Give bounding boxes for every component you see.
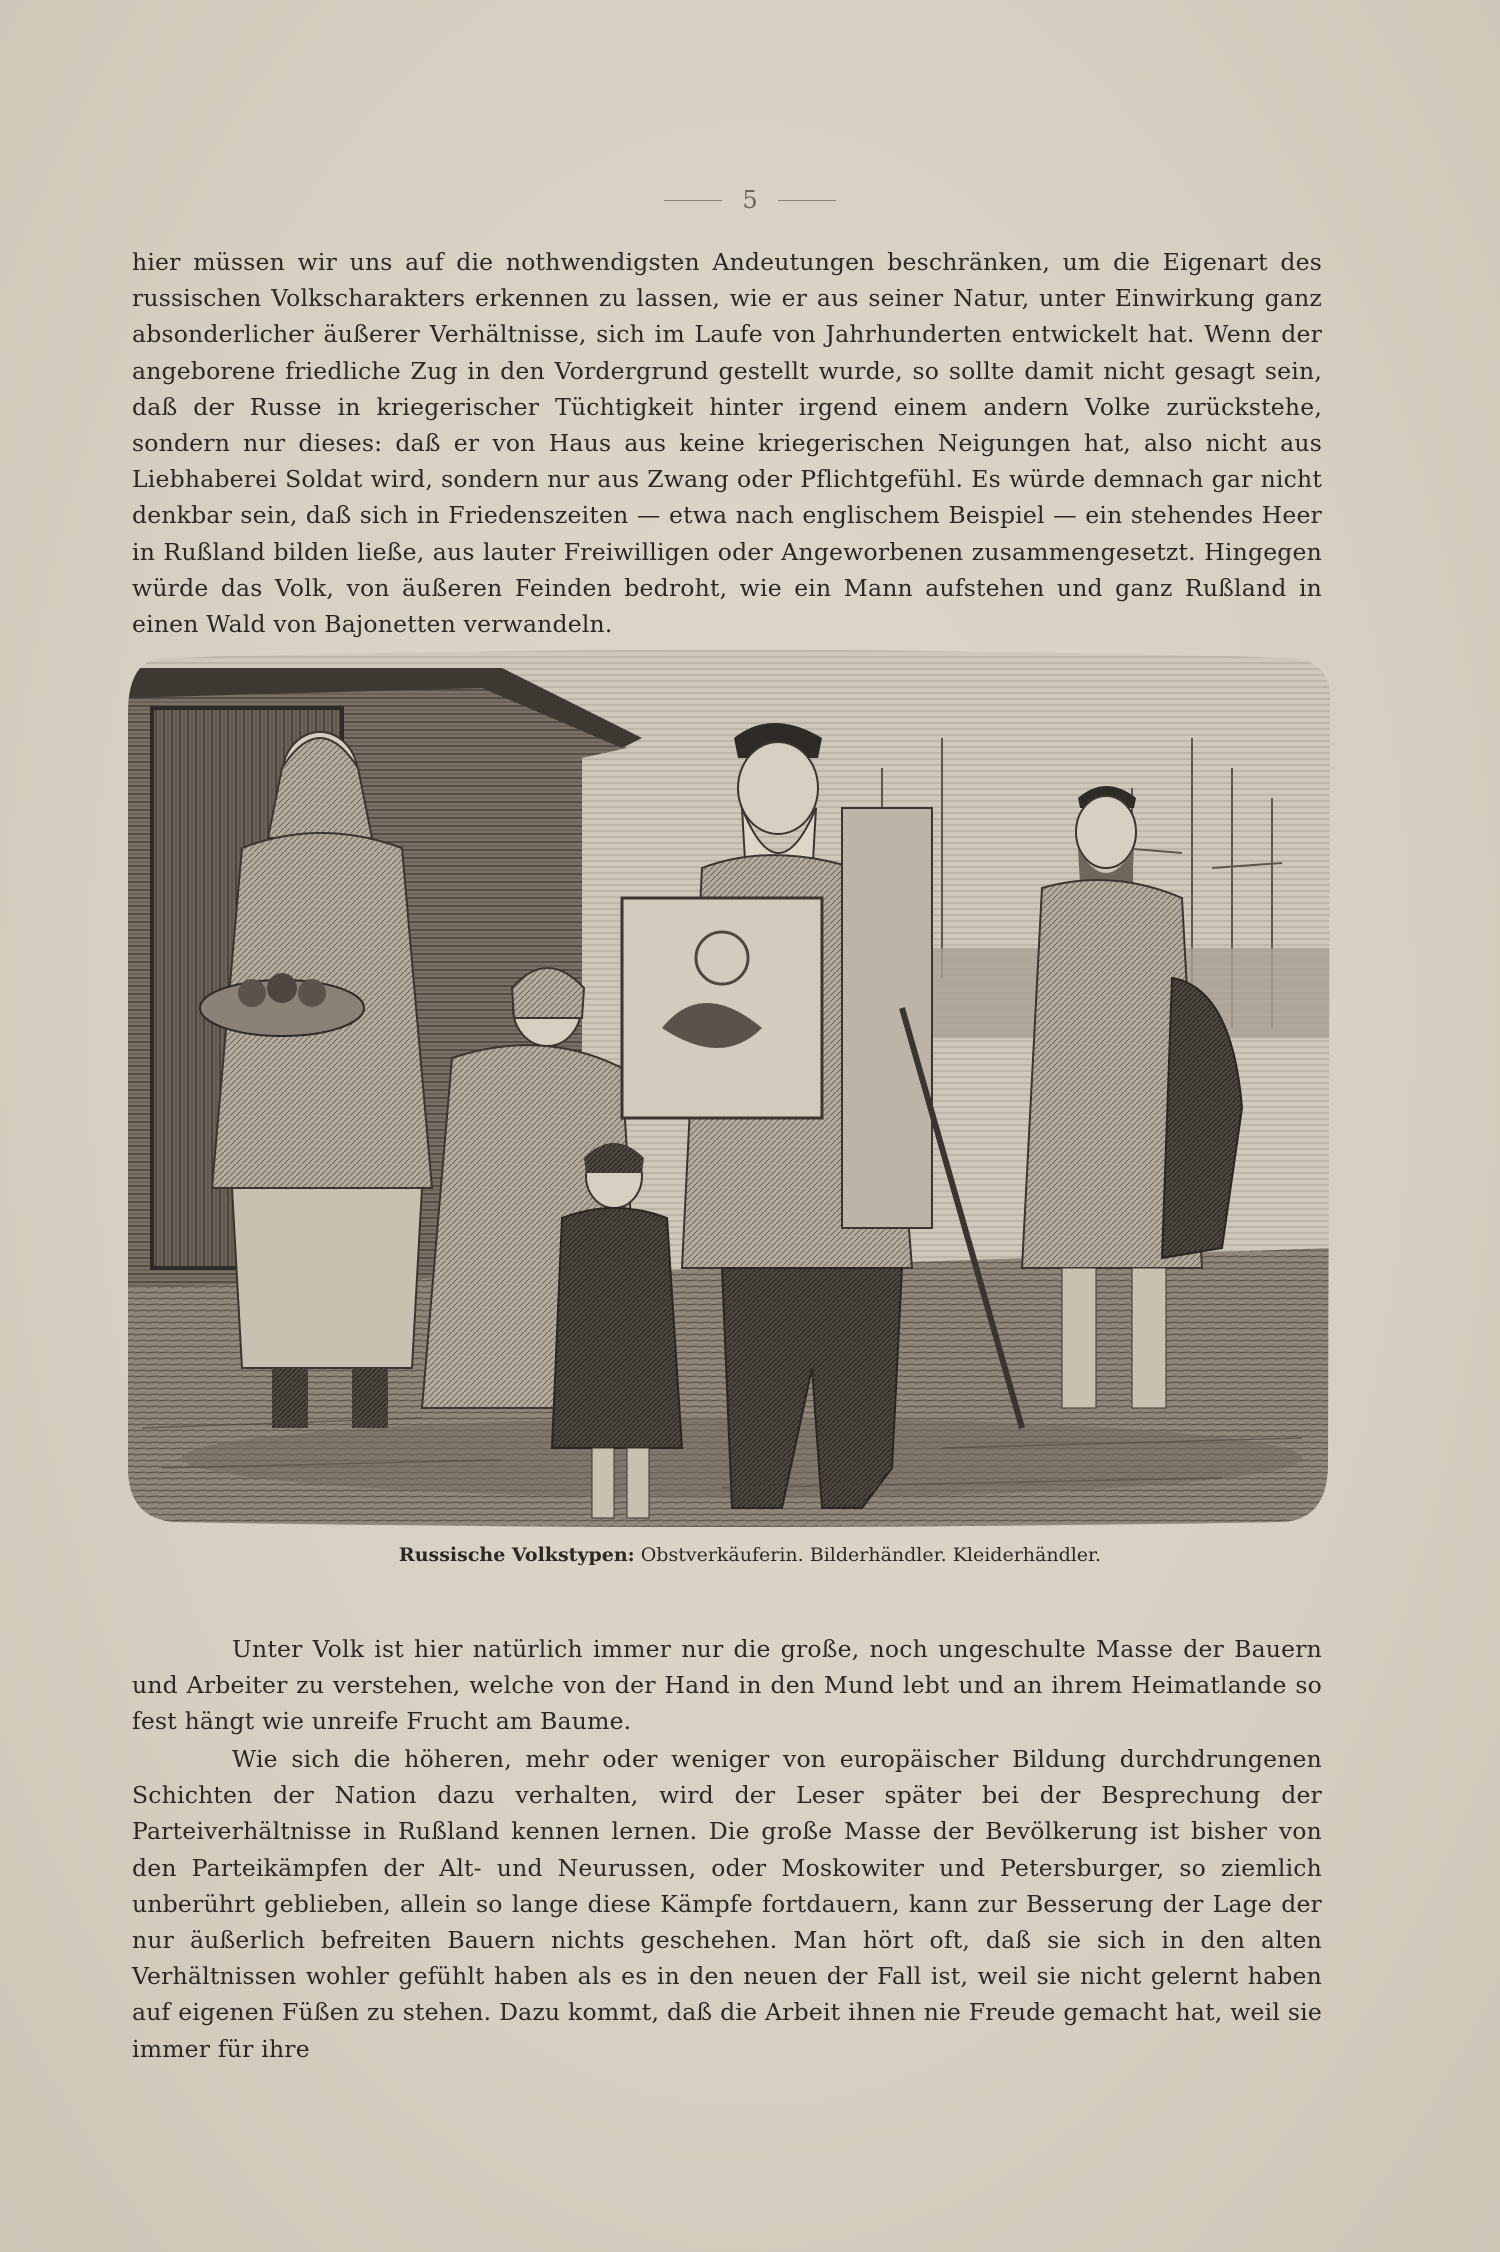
engraving-illustration	[122, 648, 1334, 1528]
page-number: 5	[742, 186, 758, 214]
header-rule-left	[664, 200, 722, 201]
figure-caption	[0, 1544, 1500, 1566]
paragraph-volk: Unter Volk ist hier natürlich immer nur die große, noch ungeschulte Masse der Bauern und Arbeiter zu verstehen, welche von der Hand in den Mund lebt und an ihrem Heimatlande so fest hängt wie unreife Frucht am Baume.	[132, 1635, 1322, 1736]
caption-title: Russische Volkstypen:	[398, 1544, 635, 1566]
figure-illustration	[122, 648, 1334, 1528]
page-header	[0, 186, 1500, 214]
header-rule-right	[778, 200, 836, 201]
paragraph-top: hier müssen wir uns auf die nothwendigsten Andeutungen beschränken, um die Eigenart des russischen Volkscharakters erkennen zu lassen, wie er aus seiner Natur, unter Einwirkung ganz absonderlicher äußerer Verhältnisse, sich im Laufe von Jahrhunderten entwickelt hat. Wenn der angeborene friedliche Zug in den Vordergrund gestellt wurde, so sollte damit nicht gesagt sein, daß der Russe in kriegerischer Tüchtigkeit hinter irgend einem andern Volke zurückstehe, sondern nur dieses: daß er von Haus aus keine kriegerischen Neigungen hat, also nicht aus Liebhaberei Soldat wird, sondern nur aus Zwang oder Pflichtgefühl. Es würde demnach gar nicht denkbar sein, daß sich in Friedenszeiten — etwa nach englischem Beispiel — ein stehendes Heer in Rußland bilden ließe, aus lauter Freiwilligen oder Angeworbenen zusammengesetzt. Hingegen würde das Volk, von äußeren Feinden bedroht, wie ein Mann aufstehen und ganz Rußland in einen Wald von Bajonetten verwandeln.	[132, 248, 1322, 639]
caption-text: Obstverkäuferin. Bilderhändler. Kleiderhändler.	[634, 1544, 1102, 1566]
paragraph-schichten: Wie sich die höheren, mehr oder weniger von europäischer Bildung durchdrungenen Schichten der Nation dazu verhalten, wird der Leser später bei der Besprechung der Parteiverhältnisse in Rußland kennen lernen. Die große Masse der Bevölkerung ist bisher von den Parteikämpfen der Alt- und Neurussen, oder Moskowiter und Petersburger, so ziemlich unberührt geblieben, allein so lange diese Kämpfe fortdauern, kann zur Besserung der Lage der nur äußerlich befreiten Bauern nichts geschehen. Man hört oft, daß sie sich in den alten Verhältnissen wohler gefühlt haben als es in den neuen der Fall ist, weil sie nicht gelernt haben auf eigenen Füßen zu stehen. Dazu kommt, daß die Arbeit ihnen nie Freude gemacht hat, weil sie immer für ihre	[132, 1745, 1322, 2063]
